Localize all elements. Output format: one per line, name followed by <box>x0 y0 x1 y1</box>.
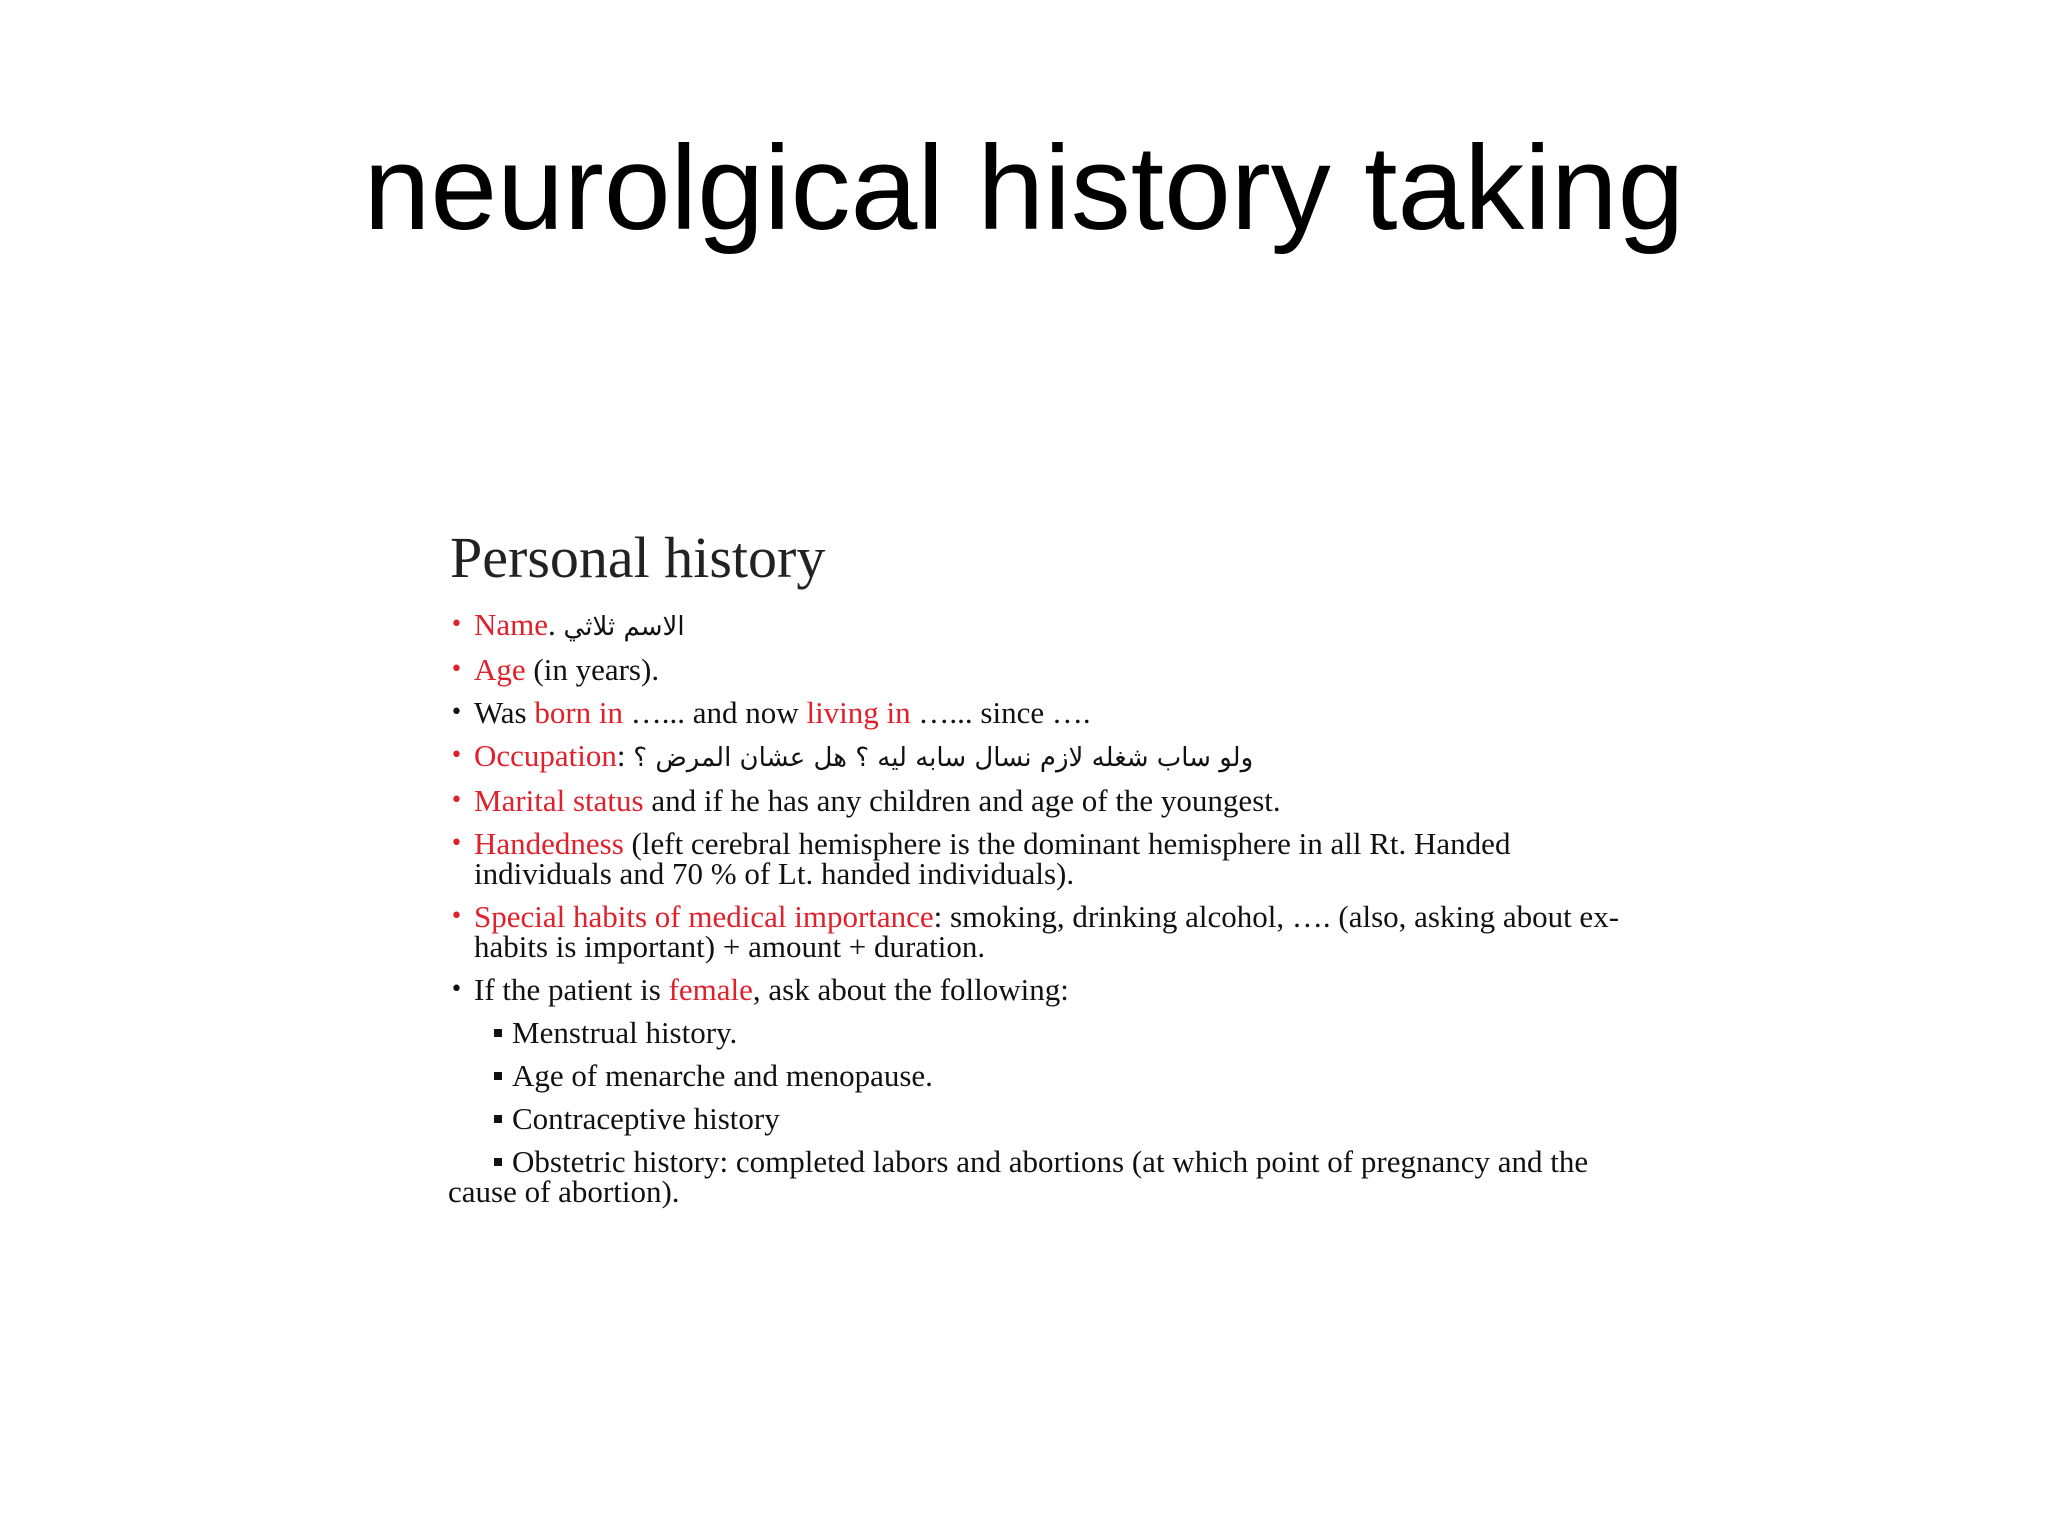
highlight-term: Age <box>474 652 526 687</box>
square-bullet-icon <box>494 1029 502 1037</box>
list-item <box>448 972 1648 1007</box>
slide-title: neurolgical history taking <box>363 121 1685 255</box>
bullet-icon: • <box>450 977 463 1002</box>
list-item <box>448 783 1648 818</box>
highlight-term: born in <box>534 695 624 730</box>
bullet-icon: • <box>450 831 463 856</box>
history-items-list <box>448 607 1648 1007</box>
sub-list-item <box>448 1058 1648 1093</box>
item-text: …... and now <box>623 695 807 730</box>
list-item <box>448 826 1648 891</box>
item-text: …... since …. <box>910 695 1091 730</box>
bullet-icon: • <box>450 904 463 929</box>
sub-item-text: Age of menarche and menopause. <box>512 1058 933 1093</box>
square-bullet-icon <box>494 1158 502 1166</box>
female-subitems-list <box>448 1015 1648 1209</box>
item-text: (left cerebral hemisphere is the dominant hemisphere in all Rt. Handed individuals and 70 % of Lt. handed individuals). <box>474 826 1511 891</box>
highlight-term: living in <box>806 695 911 730</box>
item-text: . <box>548 607 564 642</box>
bullet-icon: • <box>450 743 463 768</box>
sub-item-text: Contraceptive history <box>512 1101 780 1136</box>
item-text: : smoking, drinking alcohol, …. (also, asking about ex-habits is important) + amount + duration. <box>474 899 1620 964</box>
list-item <box>448 607 1648 642</box>
list-item <box>448 738 1648 773</box>
list-item <box>448 899 1648 964</box>
bullet-icon: • <box>450 657 463 682</box>
section-heading: Personal history <box>450 525 826 590</box>
item-text: and if he has any children and age of the youngest. <box>643 783 1281 818</box>
sub-list-item <box>448 1101 1648 1136</box>
square-bullet-icon <box>494 1072 502 1080</box>
square-bullet-icon <box>494 1115 502 1123</box>
highlight-term: Name <box>474 607 549 642</box>
highlight-term: Handedness <box>474 826 624 861</box>
sub-item-text: Obstetric history: completed labors and abortions (at which point of pregnancy and the cause of abortion). <box>448 1144 1589 1209</box>
item-text: (in years). <box>525 652 660 687</box>
item-text: ولو ساب شغله لازم نسال سابه ليه ؟ هل عشان المرض ؟ <box>633 743 1254 773</box>
item-text: , ask about the following: <box>752 972 1069 1007</box>
bullet-icon: • <box>450 700 463 725</box>
item-text: : <box>616 738 634 773</box>
item-text: الاسم ثلاثي <box>563 612 685 642</box>
bullet-icon: • <box>450 788 463 813</box>
personal-history-section <box>448 522 1648 1220</box>
highlight-term: Occupation <box>474 738 617 773</box>
highlight-term: female <box>668 972 753 1007</box>
bullet-icon: • <box>450 612 463 637</box>
item-text: If the patient is <box>474 972 669 1007</box>
highlight-term: Marital status <box>474 783 644 818</box>
list-item <box>448 652 1648 687</box>
highlight-term: Special habits of medical importance <box>474 899 934 934</box>
sub-list-item <box>448 1015 1648 1050</box>
sub-list-item <box>448 1144 1648 1209</box>
sub-item-text: Menstrual history. <box>512 1015 738 1050</box>
list-item <box>448 695 1648 730</box>
item-text: Was <box>474 695 535 730</box>
